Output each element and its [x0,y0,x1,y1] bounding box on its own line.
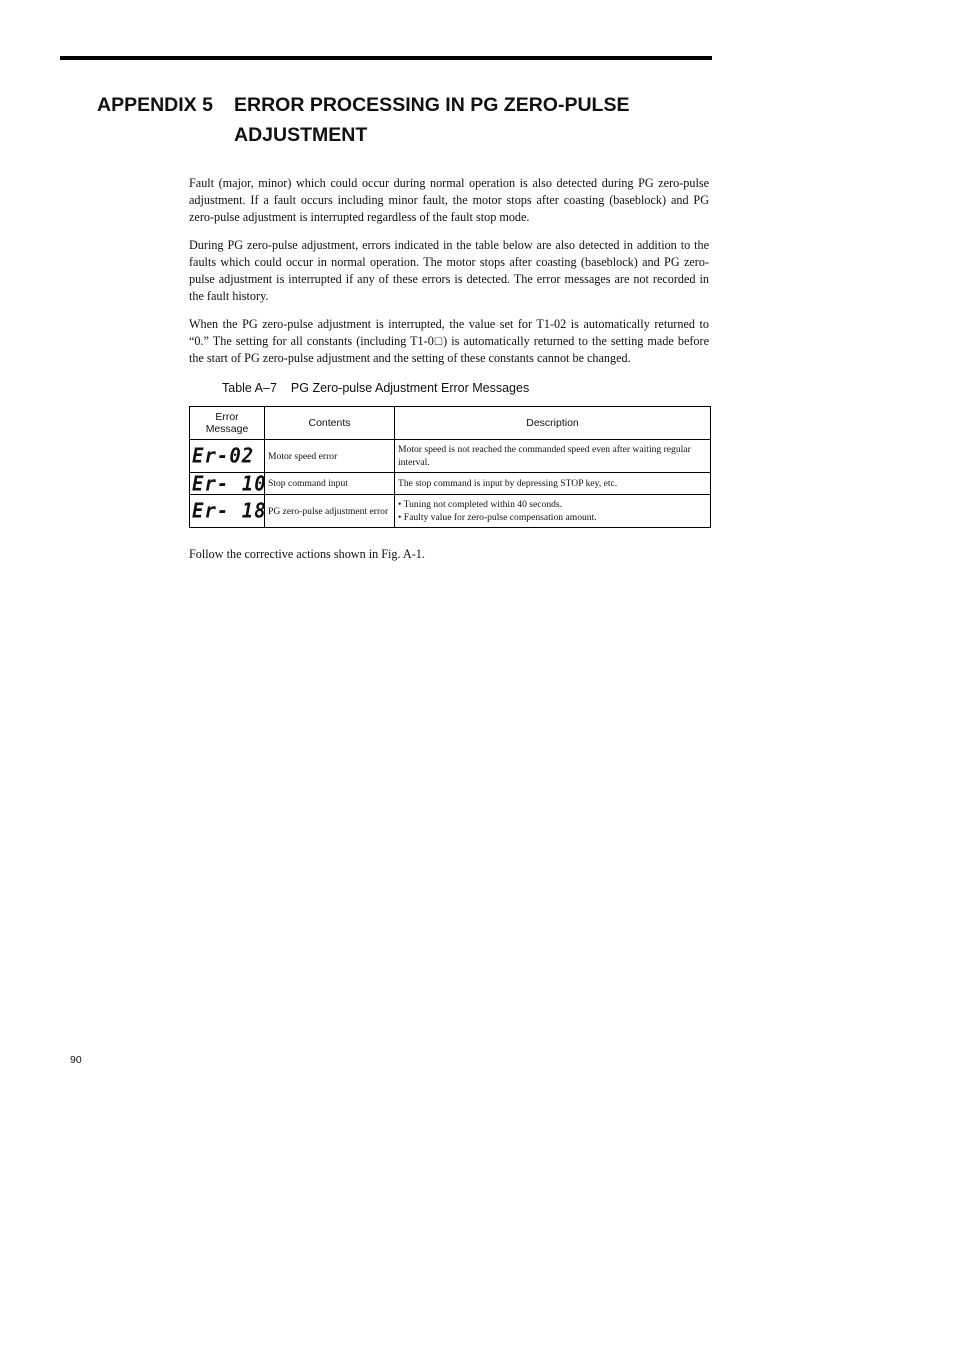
description-cell: The stop command is input by depressing STOP key, etc. [395,473,711,495]
error-code-cell [190,495,265,528]
description-cell: Motor speed is not reached the commanded speed even after waiting regular interval. [395,440,711,473]
error-code-er18: Er- 18 [192,499,267,523]
table-caption [222,381,529,395]
bullet-tuning-timeout: • Tuning not completed within 40 seconds. [398,499,563,510]
paragraph-interrupted: When the PG zero-pulse adjustment is interrupted, the value set for T1-02 is automatically returned to “0.” The setting for all constants (including T1-0□) is automatically returned to the setting made before the start of PG zero-pulse adjustment and the setting of these constants cannot be changed. [189,317,709,365]
paragraph-errors: During PG zero-pulse adjustment, errors indicated in the table below are also detected in addition to the faults which could occur in normal operation. The motor stops after coasting (baseblock) and PG zero-pulse adjustment is interrupted if any of these errors is detected. The error messages are not recorded in the fault history. [189,238,709,303]
description-cell [395,495,711,528]
error-code-cell [190,440,265,473]
paragraph-fault: Fault (major, minor) which could occur during normal operation is also detected during PG zero-pulse adjustment. If a fault occurs including minor fault, the motor stops after coasting (baseblock) and PG zero-pulse adjustment is interrupted regardless of the fault stop mode. [189,176,709,224]
page-number: 90 [70,1054,82,1066]
contents-cell: Motor speed error [265,440,395,473]
top-rule [60,56,712,60]
appendix-title: ERROR PROCESSING IN PG ZERO-PULSE ADJUSTMENT [234,94,630,146]
appendix-number: APPENDIX 5 [97,94,213,116]
table-row [190,440,711,473]
error-messages-table [189,406,711,528]
header-contents: Contents [265,407,395,440]
error-code-er02: Er-02 [192,444,255,468]
table-header-row [190,407,711,440]
error-code-cell [190,473,265,495]
table-row [190,473,711,495]
contents-cell: Stop command input [265,473,395,495]
table-row [190,495,711,528]
error-code-er10: Er- 10 [192,471,267,496]
table-caption-title: PG Zero-pulse Adjustment Error Messages [290,381,530,395]
body-text [189,175,709,378]
bullet-faulty-value: • Faulty value for zero-pulse compensation amount. [398,512,597,523]
table-caption-label: Table A–7 [222,381,277,395]
header-description: Description [395,407,711,440]
contents-cell: PG zero-pulse adjustment error [265,495,395,528]
header-error-message: Error Message [190,407,265,440]
follow-note: Follow the corrective actions shown in Fig. A-1. [189,547,425,561]
